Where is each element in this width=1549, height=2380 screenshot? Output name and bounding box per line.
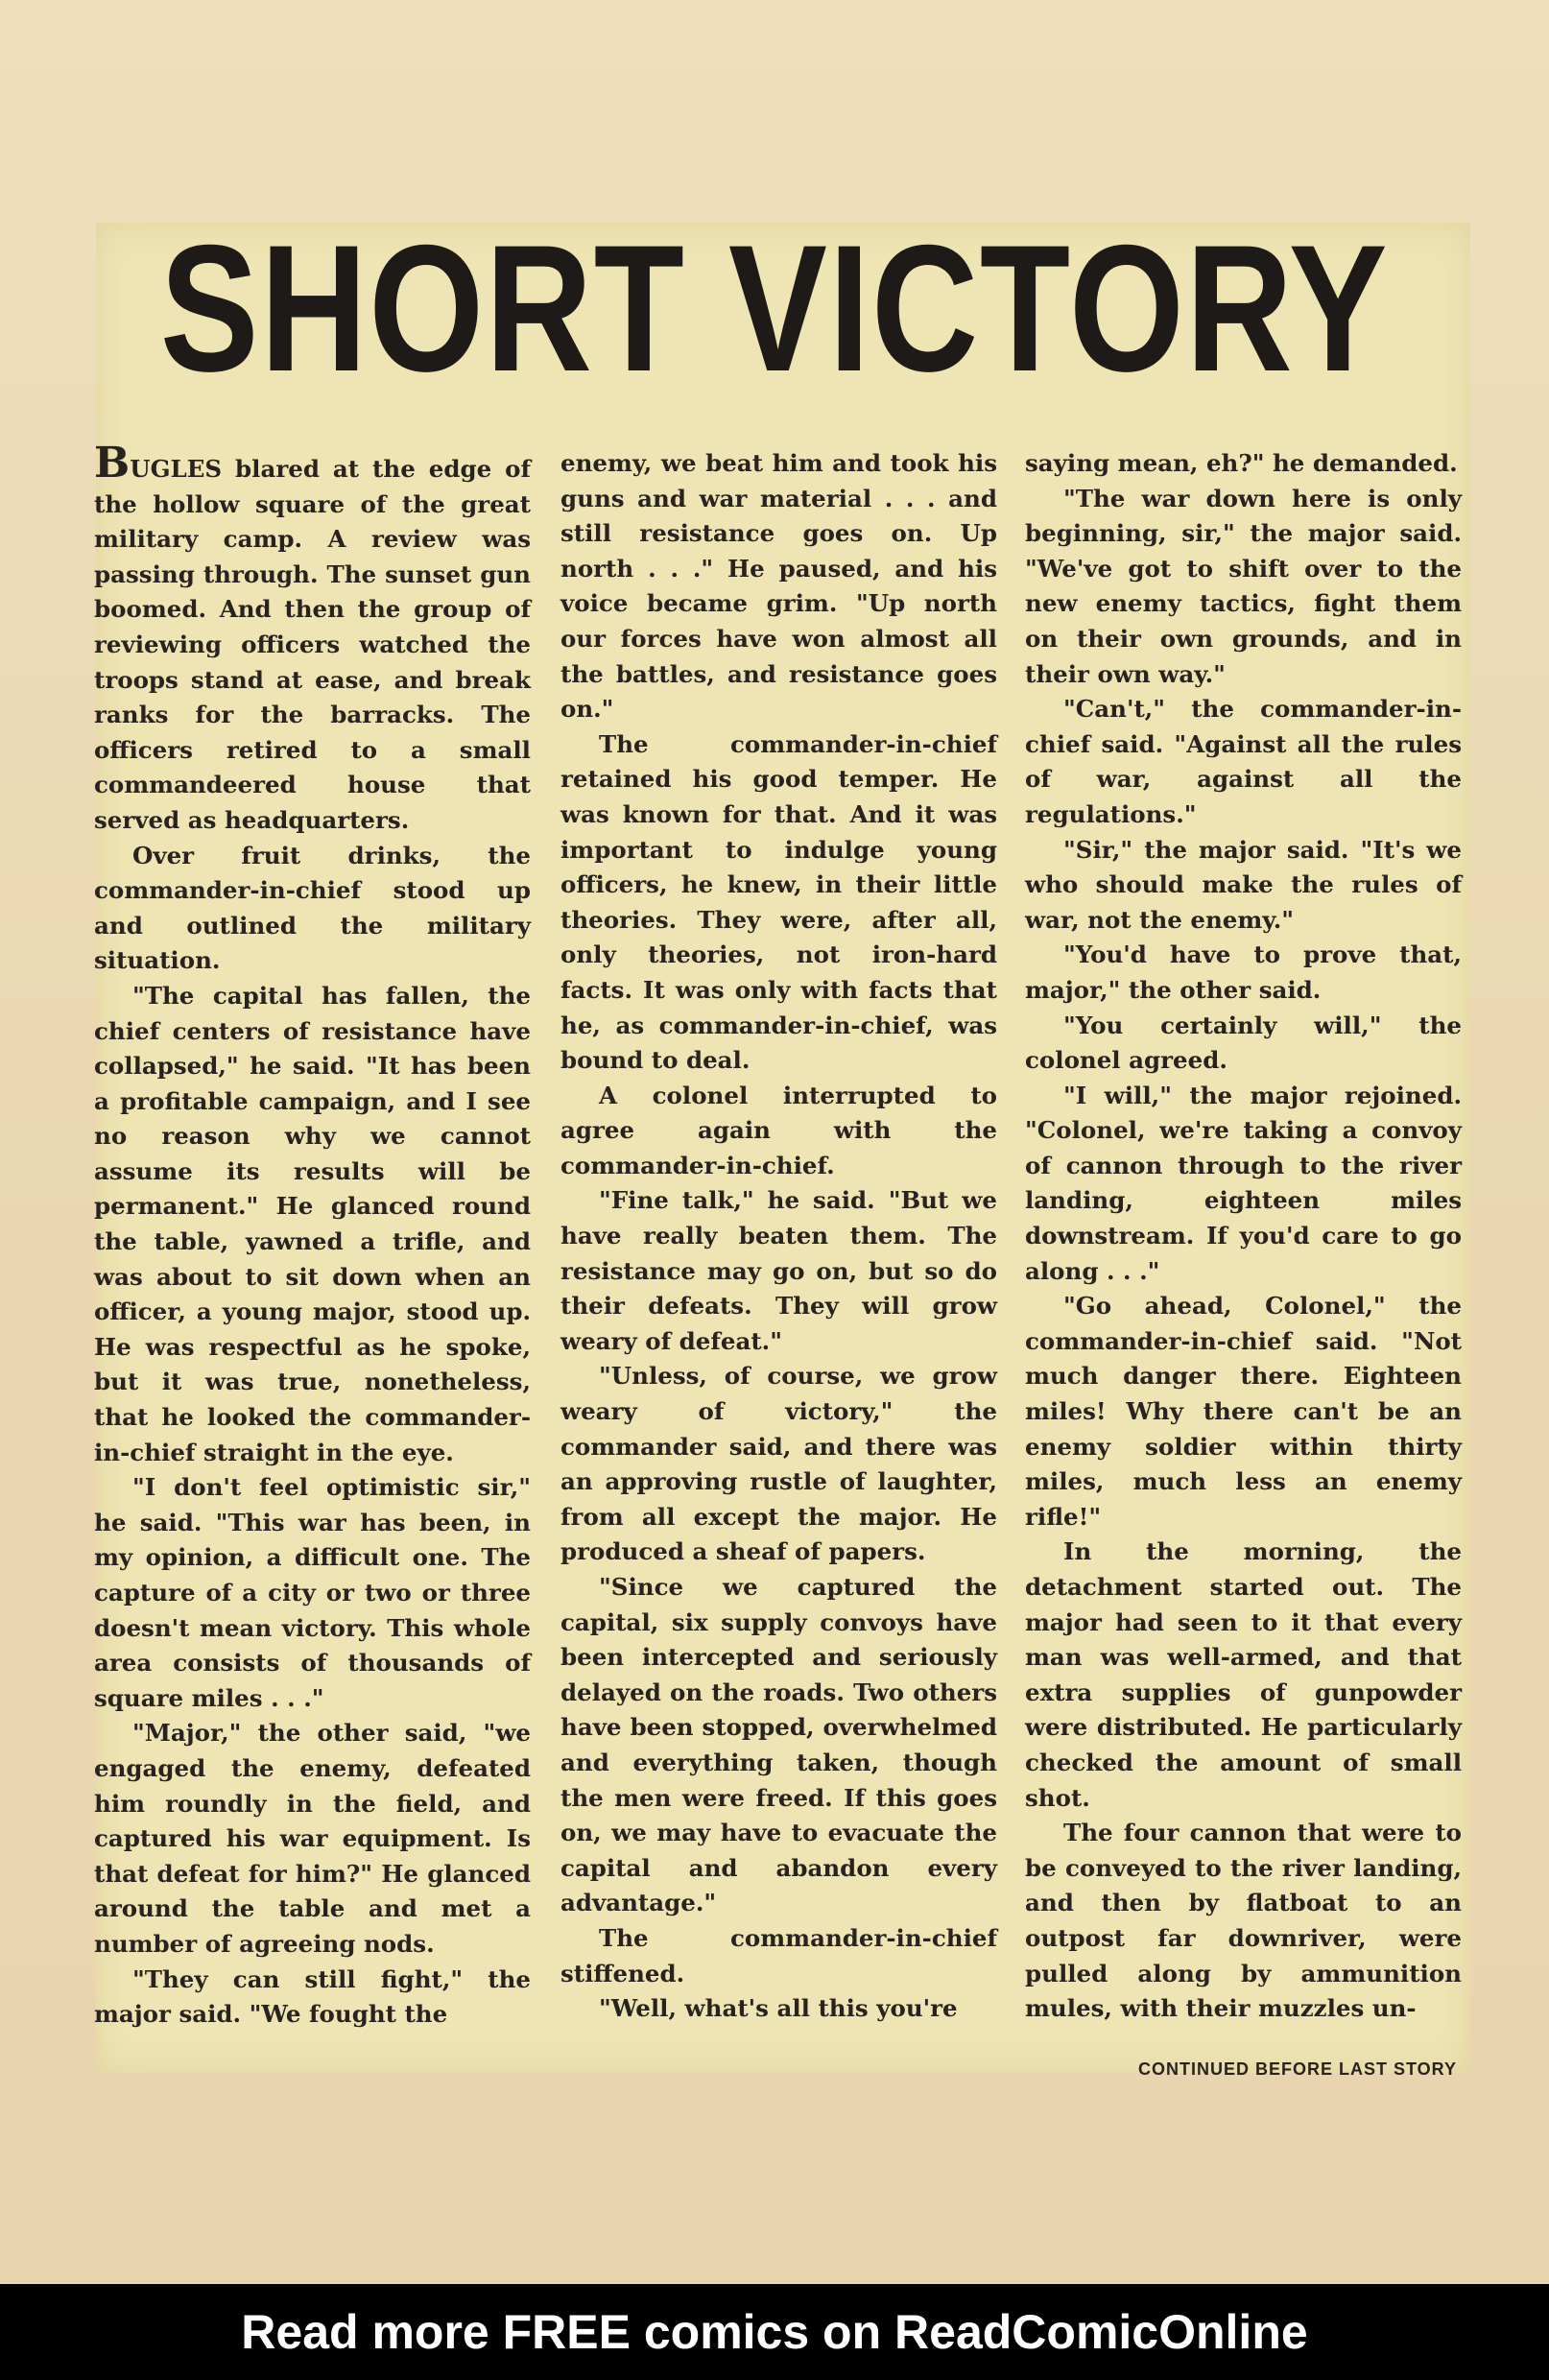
story-paragraph bbox=[1025, 833, 1462, 939]
story-paragraph bbox=[560, 727, 997, 1079]
paragraph-text: "I don't feel optimistic sir," he said. "This war has been, in my opinion, a difficult one. The capture of a city or two or three doesn't mean victory. This whole area consists of thousands of square miles . . ." bbox=[94, 1473, 531, 1712]
paragraph-text: "Can't," the commander-in-chief said. "Against all the rules of war, against all the regulations." bbox=[1025, 695, 1462, 828]
story-paragraph bbox=[560, 1921, 997, 1991]
paragraph-text: "The capital has fallen, the chief centers of resistance have collapsed," he said. "It has been a profitable campaign, and I see no reason why we cannot assume its results will be permanent." He glanced round the table, yawned a trifle, and was about to sit down when an officer, a young major, stood up. He was respectful as he spoke, but it was true, nonetheless, that he looked the commander-in-chief straight in the eye. bbox=[94, 981, 531, 1466]
story-paragraph bbox=[94, 839, 531, 979]
story-paragraph bbox=[560, 1570, 997, 1921]
paragraph-text: "You certainly will," the colonel agreed. bbox=[1025, 1011, 1462, 1075]
paragraph-text: The commander-in-chief stiffened. bbox=[560, 1923, 997, 1987]
story-paragraph bbox=[94, 979, 531, 1470]
text-column-1 bbox=[94, 439, 531, 2033]
paragraph-text: UGLES blared at the edge of the hollow square of the great military camp. A review was passing through. The sunset gun boomed. And then the group of reviewing officers watched the troops stand at ease, and break ranks for the barracks. The officers retired to a small commandeered house that served as headquarters. bbox=[94, 455, 531, 834]
story-paragraph bbox=[560, 1991, 997, 2027]
paragraph-text: "Go ahead, Colonel," the commander-in-chief said. "Not much danger there. Eighteen miles! Why there can't be an enemy soldier within thirty miles, much less an enemy rifle!" bbox=[1025, 1292, 1462, 1531]
paragraph-text: "Sir," the major said. "It's we who should make the rules of war, not the enemy." bbox=[1025, 835, 1462, 934]
paragraph-text: Over fruit drinks, the commander-in-chief stood up and outlined the military situation. bbox=[94, 841, 531, 975]
paragraph-text: enemy, we beat him and took his guns and war material . . . and still resistance goes on. Up north . . ." He paused, and his voice became grim. "Up north our forces have won almost all the battles, and resistance goes on." bbox=[560, 449, 997, 724]
paragraph-text: "You'd have to prove that, major," the other said. bbox=[1025, 940, 1462, 1004]
story-paragraph bbox=[1025, 1009, 1462, 1079]
story-paragraph bbox=[1025, 692, 1462, 832]
paragraph-text: "They can still fight," the major said. "We fought the bbox=[94, 1964, 531, 2029]
paragraph-text: "Major," the other said, "we engaged the enemy, defeated him roundly in the field, and captured his war equipment. Is that defeat for him?" He glanced around the table and met a number of agreeing nods. bbox=[94, 1719, 531, 1958]
drop-cap: B bbox=[94, 439, 131, 488]
story-paragraph bbox=[560, 446, 997, 727]
footer-banner[interactable]: Read more FREE comics on ReadComicOnline bbox=[0, 2284, 1549, 2380]
story-paragraph bbox=[1025, 938, 1462, 1008]
story-paragraph bbox=[560, 1079, 997, 1184]
story-paragraph bbox=[1025, 446, 1462, 482]
story-paragraph bbox=[1025, 1079, 1462, 1290]
paragraph-text: "Unless, of course, we grow weary of victory," the commander said, and there was an approving rustle of laughter, from all except the major. He produced a sheaf of papers. bbox=[560, 1362, 997, 1566]
paragraph-text: In the morning, the detachment started out. The major had seen to it that every man was well-armed, and that extra supplies of gunpowder were distributed. He particularly checked the amount of small shot. bbox=[1025, 1537, 1462, 1812]
paragraph-text: A colonel interrupted to agree again with the commander-in-chief. bbox=[560, 1081, 997, 1179]
paragraph-text: "The war down here is only beginning, sir," the major said. "We've got to shift over to the new enemy tactics, fight them on their own grounds, and in their own way." bbox=[1025, 484, 1462, 688]
story-paragraph bbox=[1025, 1816, 1462, 2027]
paragraph-text: saying mean, eh?" he demanded. bbox=[1025, 449, 1458, 477]
paragraph-text: The commander-in-chief retained his good temper. He was known for that. And it was important to indulge young officers, he knew, in their little theories. They were, after all, only theories, not iron-hard facts. It was only with facts that he, as commander-in-chief, was bound to deal. bbox=[560, 729, 997, 1075]
story-paragraph bbox=[560, 1359, 997, 1570]
story-paragraph bbox=[1025, 1535, 1462, 1816]
story-paragraph bbox=[94, 1716, 531, 1962]
story-title: SHORT VICTORY bbox=[159, 207, 1390, 409]
story-paragraph bbox=[94, 439, 531, 839]
paragraph-text: "Fine talk," he said. "But we have really beaten them. The resistance may go on, but so do their defeats. They will grow weary of defeat." bbox=[560, 1186, 997, 1355]
story-paragraph bbox=[94, 1963, 531, 2033]
story-paragraph bbox=[1025, 482, 1462, 693]
paragraph-text: "Since we captured the capital, six supply convoys have been intercepted and seriously delayed on the roads. Two others have been stopped, overwhelmed and everything taken, though the men were freed. If this goes on, we may have to evacuate the capital and abandon every advantage." bbox=[560, 1573, 997, 1917]
paragraph-text: "Well, what's all this you're bbox=[599, 1994, 958, 2023]
paragraph-text: The four cannon that were to be conveyed to the river landing, and then by flatboat to an outpost far downriver, were pulled along by ammunition mules, with their muzzles un- bbox=[1025, 1819, 1462, 2023]
story-paragraph bbox=[560, 1183, 997, 1359]
text-column-3 bbox=[1025, 446, 1462, 2027]
story-paragraph bbox=[1025, 1289, 1462, 1535]
text-column-2 bbox=[560, 446, 997, 2027]
continued-note: CONTINUED BEFORE LAST STORY bbox=[1137, 2059, 1457, 2079]
story-paragraph bbox=[94, 1470, 531, 1716]
paragraph-text: "I will," the major rejoined. "Colonel, we're taking a convoy of cannon through to the river landing, eighteen miles downstream. If you'd care to go along . . ." bbox=[1025, 1081, 1462, 1285]
